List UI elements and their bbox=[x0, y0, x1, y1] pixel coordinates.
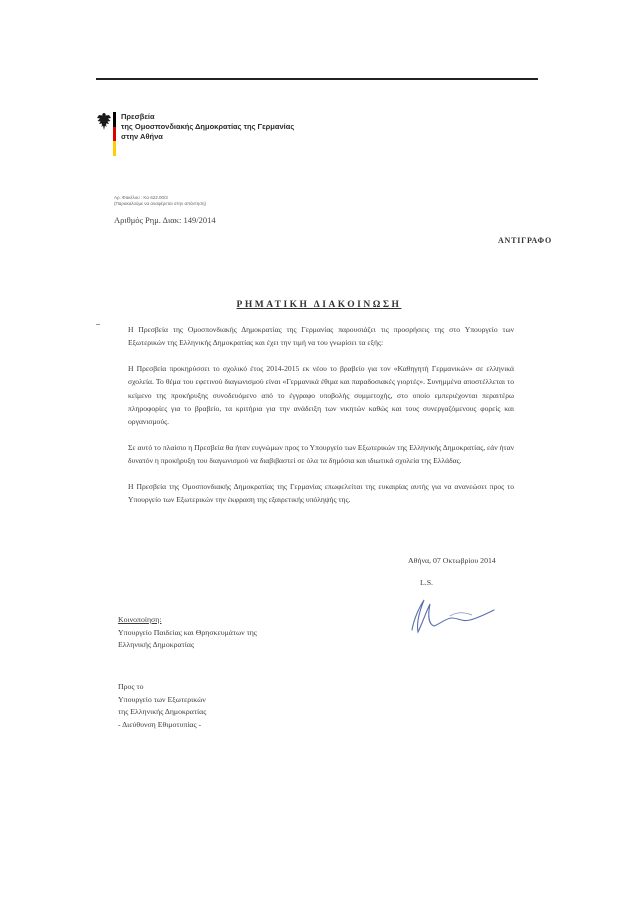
paragraph-2: Η Πρεσβεία προκηρύσσει το σχολικό έτος 2014-2015 εκ νέου το βραβείο για τον «Καθηγητή Γερμανικών» σε ελληνικά σχολεία. Το θέμα του εφετινού διαγωνισμού είναι «Γερμανικά έθιμα και παραδοσιακές γιορτές». Συνημμένα αποστέλλεται το κείμενο της προκήρυξης συνοδευόμενο από το έγγραφο υποβολής συμμετοχής, στο οποίο εμπεριέχονται περαιτέρω πληροφορίες για το βραβείο, τα κριτήρια για την ανάδειξη των νικητών καθώς και τους συνεργαζόμενους φορείς και οργανισμούς. bbox=[128, 363, 514, 427]
file-number: Αρ. Φακέλου : Κα 622.00/3 bbox=[114, 195, 168, 200]
federal-eagle-icon bbox=[96, 112, 112, 132]
top-rule bbox=[96, 78, 538, 80]
document-title: ΡΗΜΑΤΙΚΗ ΔΙΑΚΟΙΝΩΣΗ bbox=[236, 300, 402, 310]
letterhead-line-2: της Ομοσπονδιακής Δημοκρατίας της Γερμανίας bbox=[121, 122, 295, 131]
cc-line-1: Υπουργείο Παιδείας και Θρησκευμάτων της bbox=[118, 627, 257, 637]
letterhead-line-3: στην Αθήνα bbox=[121, 132, 163, 141]
recipient-line-4: - Διεύθυνση Εθιμοτυπίας - bbox=[118, 719, 202, 729]
embassy-letterhead bbox=[121, 112, 294, 142]
cc-label: Κοινοποίηση: bbox=[118, 615, 162, 624]
cc-line-2: Ελληνικής Δημοκρατίας bbox=[118, 640, 195, 649]
recipient-line-1: Προς το bbox=[118, 682, 144, 691]
ls-mark: L.S. bbox=[420, 578, 433, 587]
margin-mark bbox=[96, 324, 100, 325]
document-body bbox=[128, 323, 514, 518]
file-note: (Παρακαλούμε να αναφέρεται στην απάντηση) bbox=[114, 201, 207, 206]
date-line: Αθήνα, 07 Οκτωβρίου 2014 bbox=[408, 556, 496, 565]
german-flag-stripe bbox=[113, 112, 116, 156]
paragraph-4: Η Πρεσβεία της Ομοσπονδιακής Δημοκρατίας της Γερμανίας επωφελείται της ευκαιρίας αυτής για να ανανεώσει προς το Υπουργείο των Εξωτερικών την έκφραση της εξαιρετικής υπόληψής της. bbox=[128, 481, 514, 505]
recipient-line-3: της Ελληνικής Δημοκρατίας bbox=[118, 707, 207, 717]
copy-label: ΑΝΤΙΓΡΑΦΟ bbox=[497, 236, 552, 245]
cc-block bbox=[118, 614, 257, 652]
signature bbox=[390, 588, 500, 638]
paragraph-3: Σε αυτό το πλαίσιο η Πρεσβεία θα ήταν ευγνώμων προς το Υπουργείο των Εξωτερικών της Ελληνικής Δημοκρατίας, εάν ήταν δυνατόν η προκήρυξη του διαγωνισμού να διαβιβαστεί σε όλα τα δημόσια και ιδιωτικά σχολεία της Ελλάδας. bbox=[128, 442, 514, 466]
paragraph-1: Η Πρεσβεία της Ομοσπονδιακής Δημοκρατίας της Γερμανίας παρουσιάζει τις προσρήσεις της στο Υπουργείο των Εξωτερικών της Ελληνικής Δημοκρατίας και έχει την τιμή να του γνωρίσει τα εξής: bbox=[128, 325, 514, 348]
recipient-line-2: Υπουργείο των Εξωτερικών bbox=[118, 694, 206, 704]
file-info bbox=[114, 195, 206, 207]
letterhead-line-1: Πρεσβεία bbox=[121, 112, 155, 121]
recipient-block bbox=[118, 681, 206, 731]
reference-number: Αριθμός Ρημ. Διακ: 149/2014 bbox=[114, 215, 216, 225]
